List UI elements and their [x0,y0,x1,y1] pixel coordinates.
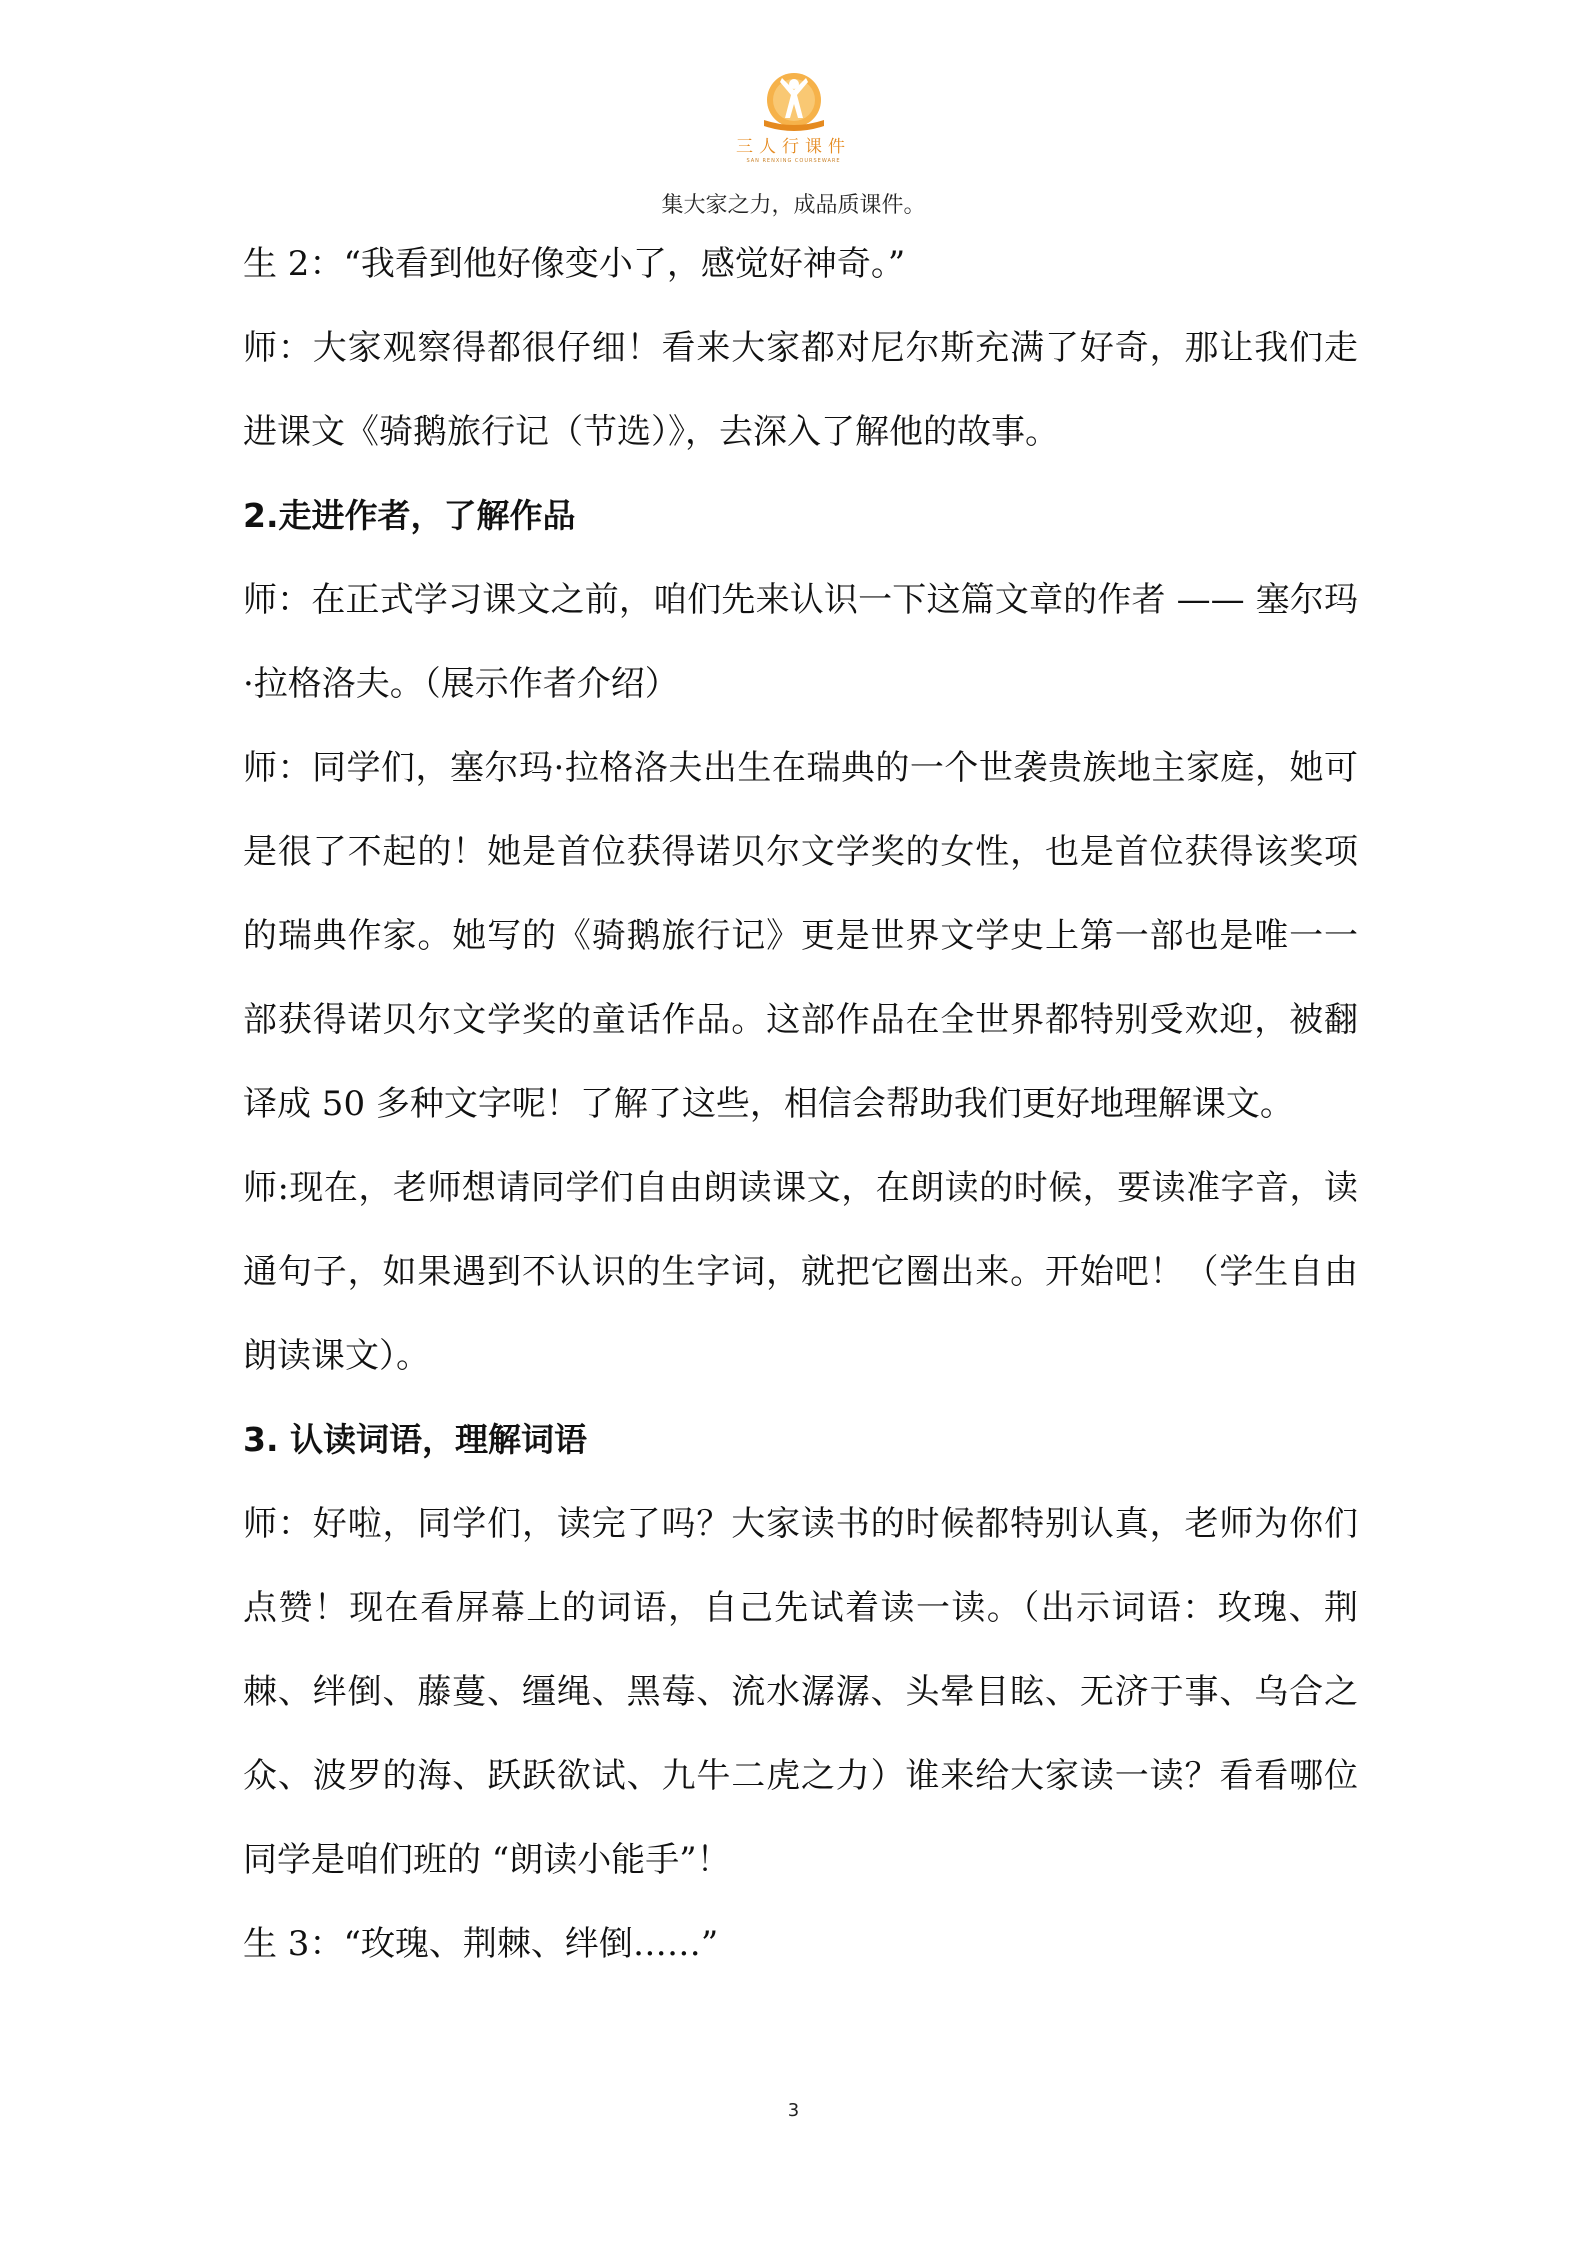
logo [734,70,854,166]
logo-text: 三人行课件 [736,137,851,157]
paragraph-vocabulary: 师：好啦，同学们，读完了吗？大家读书的时候都特别认真，老师为你们点赞！现在看屏幕上的词语，自己先试着读一读。（出示词语：玫瑰、荆棘、绊倒、藤蔓、缰绳、黑莓、流水潺潺、头晕目眩、无济于事、乌合之众、波罗的海、跃跃欲试、九牛二虎之力）谁来给大家读一读？看看哪位同学是咱们班的 “朗读小能手”！ [243,1504,1358,1880]
page-number: 3 [787,2100,800,2121]
logo-subtext: SAN RENXING COURSEWARE [746,158,841,164]
paragraph-student-3: 生 3：“玫瑰、荆棘、绊倒……” [243,1924,719,1964]
paragraph-author-intro: 师：在正式学习课文之前，咱们先来认识一下这篇文章的作者 —— 塞尔玛·拉格洛夫。（展示作者介绍） [243,580,1358,704]
page-header [0,70,1587,219]
section-heading-author: 2.走进作者，了解作品 [243,496,576,535]
paragraph-reading-task: 师:现在，老师想请同学们自由朗读课文，在朗读的时候，要读准字音，读通句子，如果遇到不认识的生字词，就把它圈出来。开始吧！（学生自由朗读课文）。 [243,1168,1358,1376]
paragraph-student-2: 生 2：“我看到他好像变小了，感觉好神奇。” [243,244,906,284]
paragraph-author-detail: 师：同学们，塞尔玛·拉格洛夫出生在瑞典的一个世袭贵族地主家庭，她可是很了不起的！她是首位获得诺贝尔文学奖的女性，也是首位获得该奖项的瑞典作家。她写的《骑鹅旅行记》更是世界文学史上第一部也是唯一一部获得诺贝尔文学奖的童话作品。这部作品在全世界都特别受欢迎，被翻译成 50 多种文字呢！了解了这些，相信会帮助我们更好地理解课文。 [243,748,1358,1124]
tagline: 集大家之力，成品质课件。 [661,193,926,218]
logo-icon [754,70,834,136]
document-body [243,222,1358,1986]
paragraph-teacher-intro: 师：大家观察得都很仔细！看来大家都对尼尔斯充满了好奇，那让我们走进课文《骑鹅旅行记（节选）》，去深入了解他的故事。 [243,328,1358,452]
section-heading-vocabulary: 3. 认读词语，理解词语 [243,1420,587,1459]
